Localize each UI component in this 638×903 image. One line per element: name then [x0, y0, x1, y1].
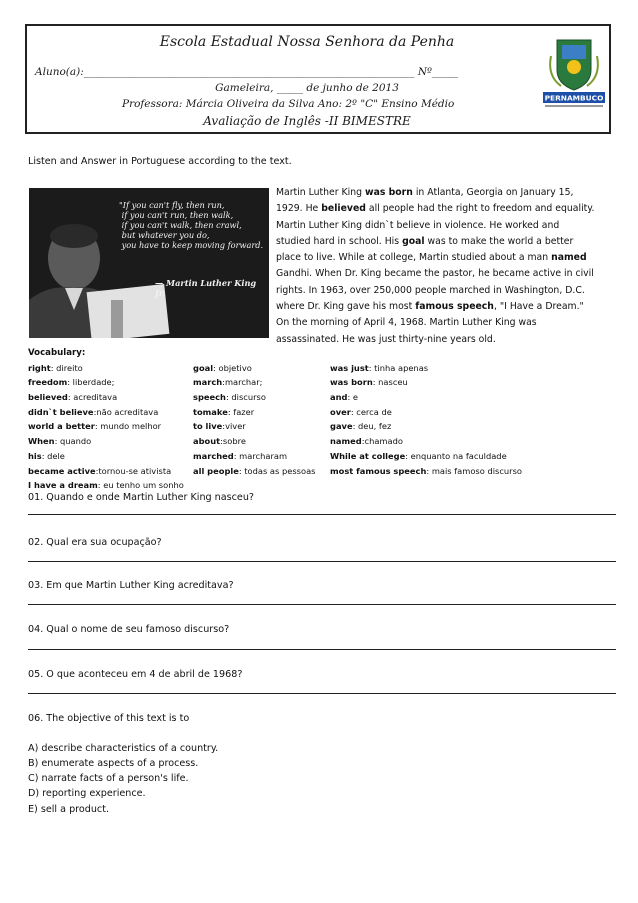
logo-text: PERNAMBUCO: [544, 93, 604, 103]
vocabulary-term: over: [330, 406, 351, 417]
vocabulary-definition: : eu tenho um sonho: [97, 480, 184, 491]
vocabulary-entry: [330, 361, 428, 376]
text-line: [276, 266, 616, 282]
vocabulary-row: [28, 449, 507, 464]
text-segment: rights. In 1963, over 250,000 people marched in Washington, D.C.: [276, 284, 585, 296]
vocabulary-term: his: [28, 450, 42, 461]
vocabulary-definition: : acreditava: [67, 392, 118, 403]
text-segment: was to make the world a better: [424, 235, 574, 247]
vocabulary-definition: : enquanto na faculdade: [405, 450, 507, 461]
vocabulary-row: [28, 419, 392, 434]
vocabulary-term: was born: [330, 377, 373, 388]
vocabulary-term: named: [330, 436, 362, 447]
vocabulary-entry: [193, 434, 246, 449]
vocabulary-definition: : discurso: [225, 392, 266, 403]
text-line: [276, 315, 616, 331]
student-name-field: Aluno(a):_______________________________________________________________ Nº_____: [35, 66, 459, 78]
text-segment: Martin Luther King: [276, 187, 365, 198]
vocabulary-entry: [28, 375, 114, 390]
vocabulary-entry: [28, 478, 184, 493]
vocabulary-definition: : quando: [54, 436, 92, 447]
vocabulary-entry: [28, 361, 83, 376]
vocabulary-term: became active: [28, 465, 96, 476]
vocabulary-entry: [193, 405, 254, 420]
header-box: [25, 24, 611, 134]
vocabulary-entry: [28, 464, 171, 479]
question-03: 03. Em que Martin Luther King acreditava?: [28, 580, 234, 591]
text-line: [276, 234, 616, 250]
vocabulary-term: all people: [193, 465, 239, 476]
vocabulary-definition: :chamado: [361, 436, 403, 447]
vocabulary-term: to live: [193, 421, 223, 432]
question-06: 06. The objective of this text is to: [28, 713, 190, 724]
vocabulary-row: [28, 375, 408, 390]
teacher-line: Professora: Márcia Oliveira da Silva Ano: 2º "C" Ensino Médio: [122, 98, 455, 110]
vocabulary-row: [28, 464, 522, 479]
option-a[interactable]: A) describe characteristics of a country.: [28, 743, 219, 754]
text-line: [276, 218, 616, 234]
mlk-quote-photo: [29, 188, 269, 338]
vocabulary-term: freedom: [28, 377, 68, 388]
text-segment: all people had the right to freedom and equality.: [365, 203, 595, 215]
vocabulary-term: march: [193, 377, 223, 388]
vocabulary-row: [28, 405, 392, 420]
vocabulary-definition: : dele: [41, 450, 65, 461]
vocabulary-entry: [193, 449, 287, 464]
answer-line-03[interactable]: [28, 604, 616, 605]
vocabulary-definition: : nasceu: [372, 377, 408, 388]
option-e[interactable]: E) sell a product.: [28, 804, 110, 815]
vocabulary-entry: [330, 434, 403, 449]
option-d[interactable]: D) reporting experience.: [28, 788, 146, 799]
text-segment: place to live. While at college, Martin studied about a man: [276, 252, 552, 264]
reading-text: [276, 185, 616, 348]
vocabulary-term: While at college: [330, 450, 406, 461]
text-segment: Gandhi. When Dr. King became the pastor, he became active in civil: [276, 268, 594, 280]
vocabulary-term: believed: [28, 392, 68, 403]
bold-term: was born: [365, 187, 413, 198]
vocabulary-definition: :não acreditava: [93, 406, 159, 417]
vocabulary-entry: [28, 419, 161, 434]
vocabulary-term: tomake: [193, 406, 228, 417]
quote-text: "If you can't fly, then run, if you can't run, then walk, if you can't walk, then crawl, but whatever you do, you have to keep moving forward.: [119, 200, 264, 250]
text-line: [276, 283, 616, 299]
question-04: 04. Qual o nome de seu famoso discurso?: [28, 624, 230, 635]
answer-line-01[interactable]: [28, 514, 616, 515]
vocabulary-term: gave: [330, 421, 353, 432]
vocabulary-entry: [28, 390, 117, 405]
text-line: [276, 185, 616, 201]
vocabulary-entry: [193, 375, 262, 390]
option-c[interactable]: C) narrate facts of a person's life.: [28, 773, 189, 784]
vocabulary-definition: : fazer: [227, 406, 255, 417]
vocabulary-definition: : marcharam: [233, 450, 288, 461]
vocabulary-term: most famous speech: [330, 465, 427, 476]
vocabulary-term: world a better: [28, 421, 95, 432]
vocabulary-term: When: [28, 436, 55, 447]
vocabulary-term: was just: [330, 362, 369, 373]
text-segment: where Dr. King gave his most: [276, 301, 416, 313]
bold-term: believed: [321, 203, 366, 215]
vocabulary-term: speech: [193, 392, 226, 403]
vocabulary-entry: [330, 390, 358, 405]
question-02: 02. Qual era sua ocupação?: [28, 537, 162, 548]
vocabulary-entry: [193, 464, 315, 479]
vocabulary-term: right: [28, 362, 51, 373]
bold-term: famous speech: [415, 301, 494, 313]
evaluation-title: Avaliação de Inglês -II BIMESTRE: [203, 114, 411, 128]
vocabulary-definition: :tornou-se ativista: [95, 465, 172, 476]
vocabulary-definition: : cerca de: [350, 406, 392, 417]
school-name: Escola Estadual Nossa Senhora da Penha: [159, 34, 455, 50]
date-line: Gameleira, _____ de junho de 2013: [215, 82, 399, 94]
vocabulary-entry: [193, 361, 252, 376]
vocabulary-definition: :viver: [222, 421, 246, 432]
vocabulary-definition: : e: [347, 392, 358, 403]
text-segment: Martin Luther King didn`t believe in violence. He worked and: [276, 219, 560, 231]
vocabulary-entry: [193, 419, 246, 434]
vocabulary-row: [28, 434, 403, 449]
text-line: [276, 201, 616, 217]
vocabulary-term: marched: [193, 450, 234, 461]
bold-term: goal: [402, 235, 425, 247]
answer-line-04[interactable]: [28, 649, 616, 650]
text-line: [276, 332, 616, 348]
vocabulary-definition: : objetivo: [213, 362, 252, 373]
text-segment: studied hard in school. His: [276, 235, 403, 247]
vocabulary-term: I have a dream: [28, 480, 98, 491]
vocabulary-definition: : direito: [50, 362, 83, 373]
text-line: [276, 299, 616, 315]
answer-line-05[interactable]: [28, 693, 616, 694]
vocabulary-definition: : tinha apenas: [368, 362, 429, 373]
vocabulary-definition: : todas as pessoas: [238, 465, 316, 476]
vocabulary-row: [28, 390, 358, 405]
text-segment: in Atlanta, Georgia on January 15,: [412, 187, 574, 198]
quote-author: — Martin Luther King Jr.: [155, 278, 257, 298]
vocabulary-definition: : mais famoso discurso: [426, 465, 522, 476]
question-01: 01. Quando e onde Martin Luther King nasceu?: [28, 492, 254, 503]
vocabulary-row: [28, 361, 429, 376]
vocabulary-term: about: [193, 436, 221, 447]
vocabulary-term: and: [330, 392, 348, 403]
option-b[interactable]: B) enumerate aspects of a process.: [28, 758, 199, 769]
instruction-text: Listen and Answer in Portuguese according to the text.: [28, 156, 292, 167]
answer-line-02[interactable]: [28, 561, 616, 562]
question-05: 05. O que aconteceu em 4 de abril de 1968?: [28, 669, 243, 680]
vocabulary-title: Vocabulary:: [28, 348, 86, 358]
text-segment: 1929. He: [276, 203, 322, 215]
vocabulary-term: goal: [193, 362, 214, 373]
vocabulary-entry: [330, 405, 392, 420]
vocabulary-definition: : deu, fez: [352, 421, 392, 432]
vocabulary-entry: [330, 464, 522, 479]
vocabulary-entry: [193, 390, 266, 405]
vocabulary-entry: [28, 405, 158, 420]
vocabulary-definition: : mundo melhor: [94, 421, 162, 432]
vocabulary-term: didn`t believe: [28, 406, 94, 417]
vocabulary-entry: [28, 449, 65, 464]
pernambuco-logo: [543, 36, 605, 110]
vocabulary-entry: [330, 375, 408, 390]
vocabulary-entry: [28, 434, 91, 449]
bold-term: named: [551, 252, 587, 264]
vocabulary-entry: [330, 449, 507, 464]
vocabulary-definition: : liberdade;: [67, 377, 115, 388]
vocabulary-entry: [330, 419, 391, 434]
text-segment: assassinated. He was just thirty-nine years old.: [276, 333, 496, 345]
text-line: [276, 250, 616, 266]
text-segment: On the morning of April 4, 1968. Martin Luther King was: [276, 317, 537, 329]
vocabulary-definition: :sobre: [220, 436, 246, 447]
vocabulary-section: [28, 346, 522, 493]
vocabulary-definition: :marchar;: [222, 377, 263, 388]
text-segment: , "I Have a Dream.": [493, 301, 584, 313]
vocabulary-row: [28, 478, 184, 493]
